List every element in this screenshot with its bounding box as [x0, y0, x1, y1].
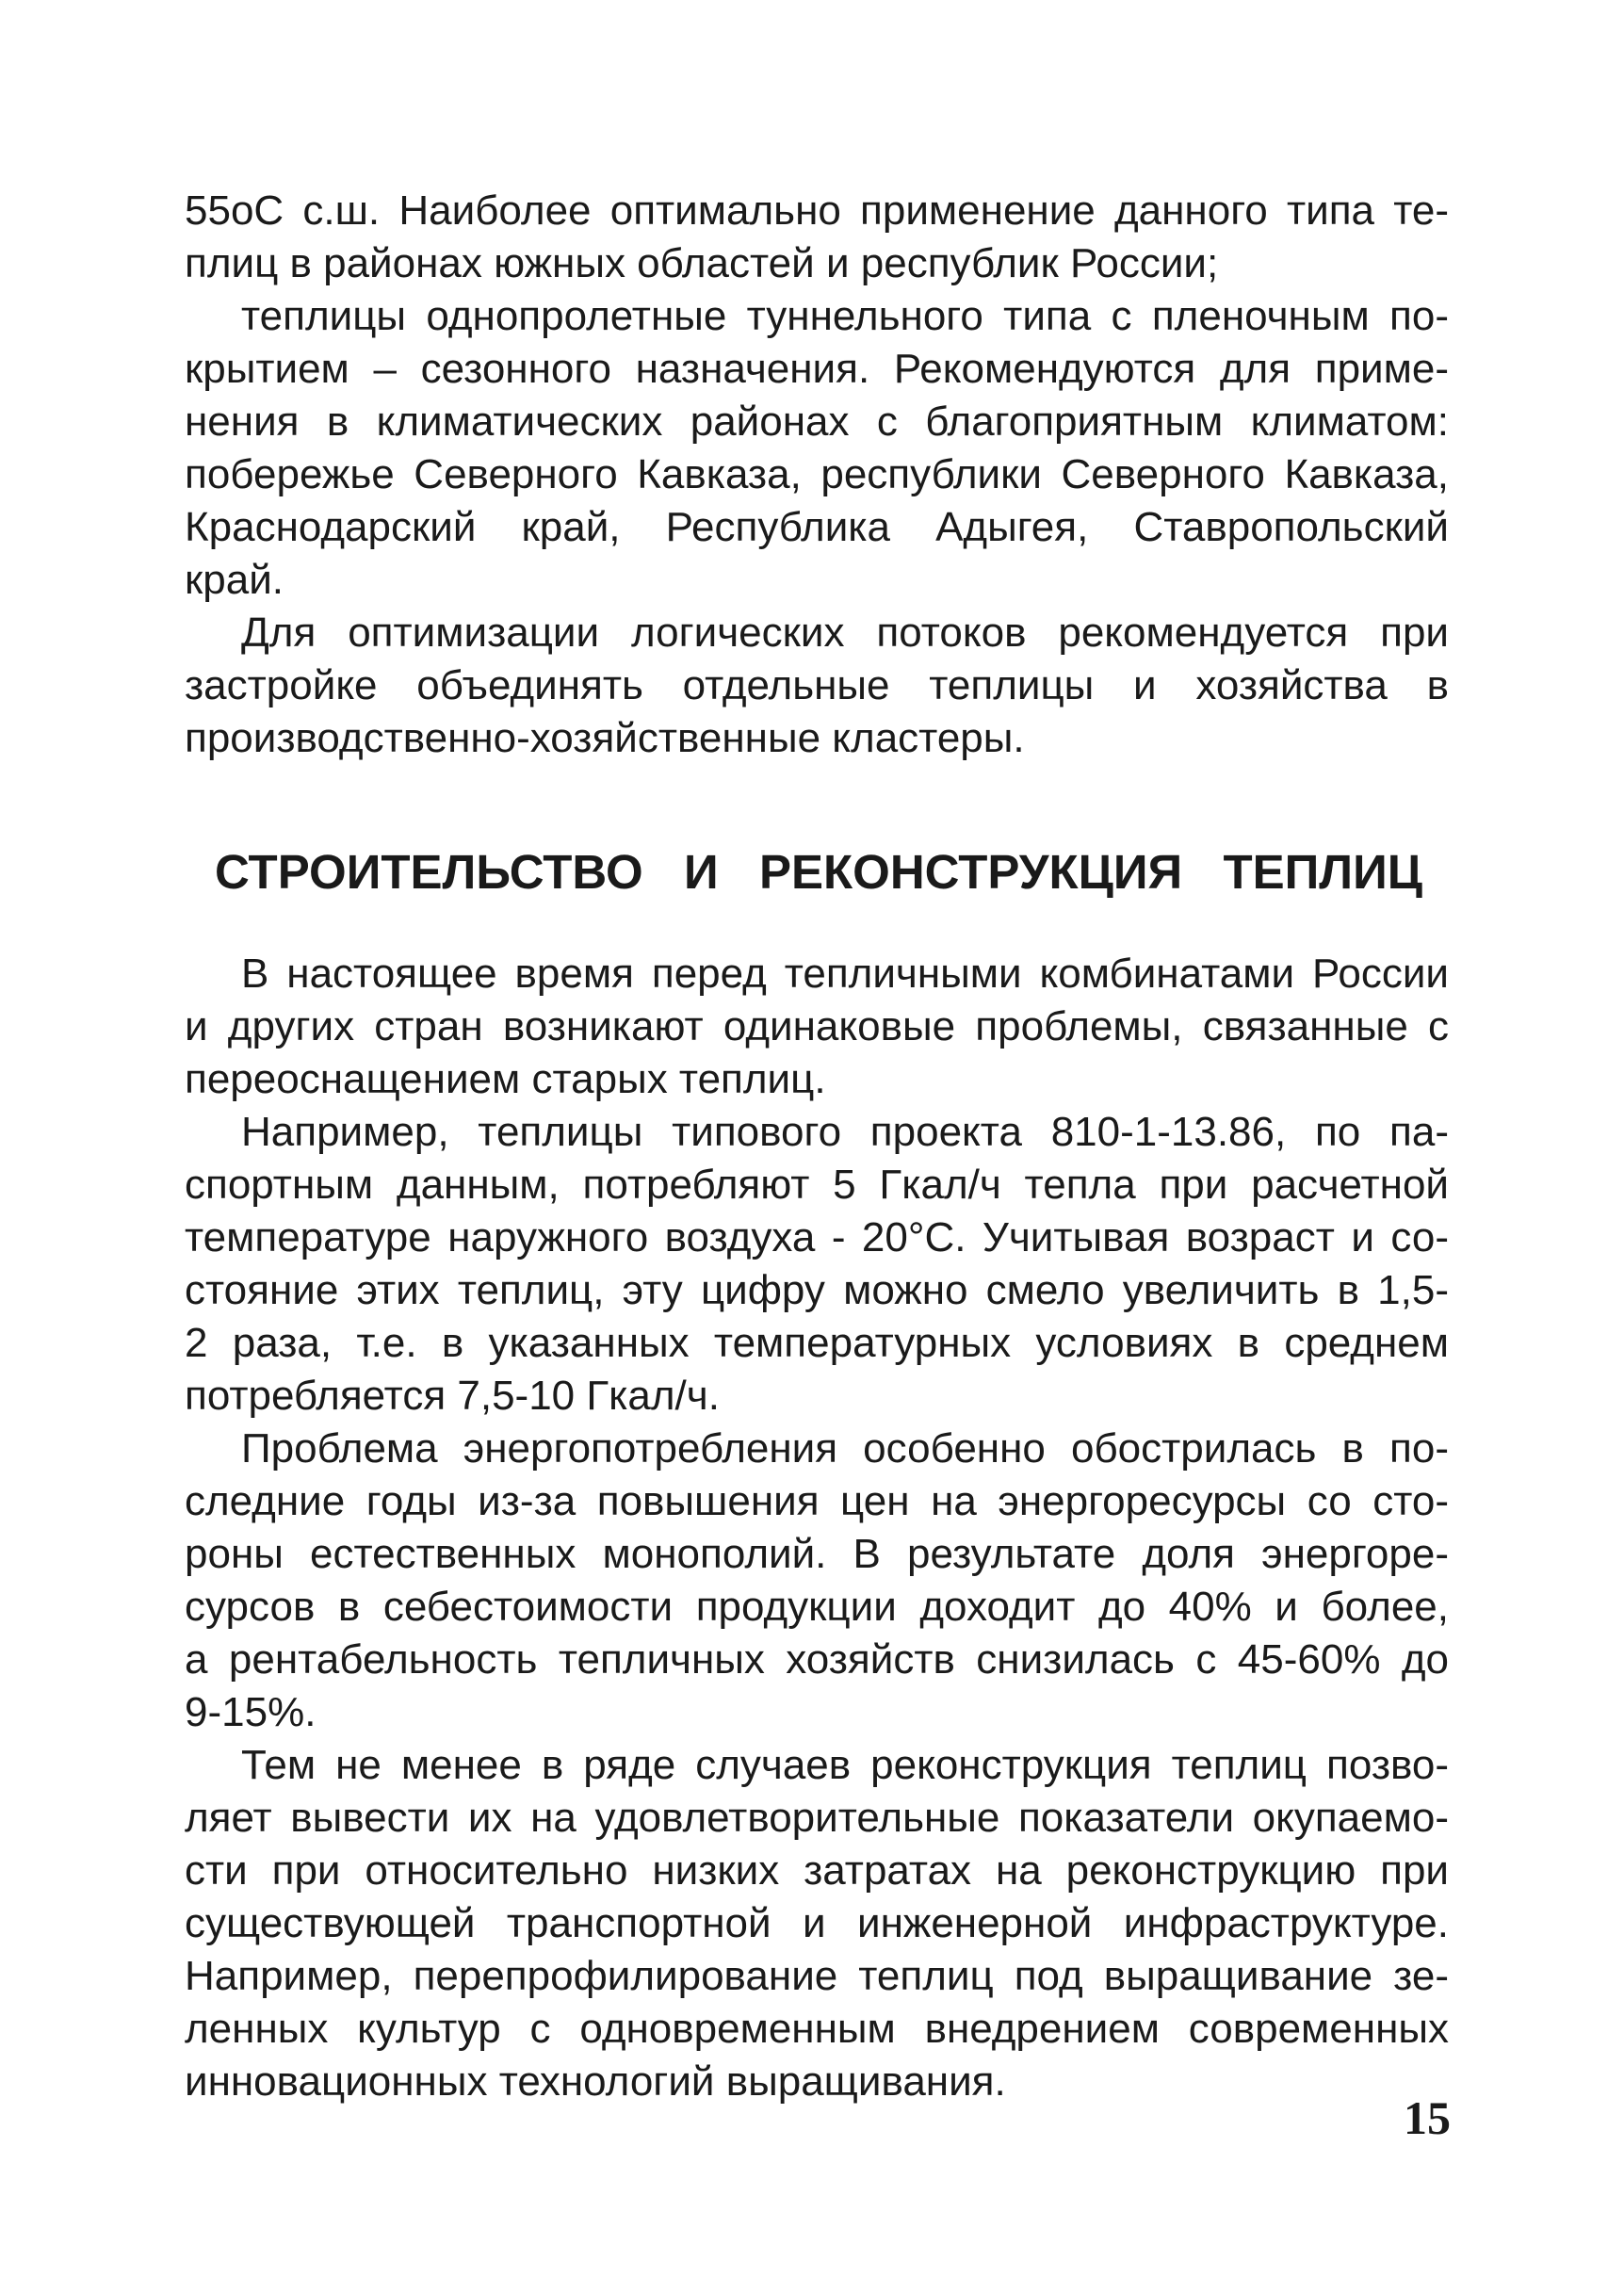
text-line: 9-15%. — [185, 1689, 317, 1735]
text-line: теплицы однопролетные туннельного типа с пленочным по- — [241, 293, 1449, 339]
text-line: роны естественных монополий. В результате доля энергоре- — [185, 1531, 1449, 1577]
text-line: Тем не менее в ряде случаев реконструкция теплиц позво- — [241, 1742, 1449, 1788]
body-text-block — [185, 948, 1449, 2108]
text-line: Краснодарский край, Республика Адыгея, Ставропольский — [185, 504, 1449, 550]
text-line: и других стран возникают одинаковые проблемы, связанные с — [185, 1003, 1449, 1049]
text-line: В настоящее время перед тепличными комбинатами России — [241, 951, 1449, 997]
text-line: существующей транспортной и инженерной инфраструктуре. — [185, 1900, 1449, 1946]
text-line: сурсов в себестоимости продукции доходит до 40% и более, — [185, 1584, 1449, 1630]
intro-text-block — [185, 185, 1449, 765]
section-heading: СТРОИТЕЛЬСТВО И РЕКОНСТРУКЦИЯ ТЕПЛИЦ — [215, 845, 1422, 899]
text-line: Например, перепрофилирование теплиц под выращивание зе- — [185, 1953, 1449, 1999]
text-line: плиц в районах южных областей и республик России; — [185, 240, 1219, 286]
text-line: а рентабельность тепличных хозяйств снизилась с 45-60% до — [185, 1636, 1449, 1683]
text-line: Например, теплицы типового проекта 810-1-13.86, по па- — [241, 1109, 1449, 1155]
text-line: ленных культур с одновременным внедрением современных — [185, 2006, 1449, 2052]
text-line: 55оС с.ш. Наиболее оптимально применение данного типа те- — [185, 187, 1449, 234]
text-line: 2 раза, т.е. в указанных температурных условиях в среднем — [185, 1320, 1449, 1366]
text-line: крытием – сезонного назначения. Рекомендуются для приме- — [185, 346, 1449, 392]
text-line: ляет вывести их на удовлетворительные показатели окупаемо- — [185, 1795, 1449, 1841]
text-line: нения в климатических районах с благоприятным климатом: — [185, 398, 1449, 445]
text-line: производственно-хозяйственные кластеры. — [185, 715, 1025, 761]
text-line: потребляется 7,5-10 Гкал/ч. — [185, 1373, 720, 1419]
text-line: переоснащением старых теплиц. — [185, 1056, 826, 1102]
text-line: Проблема энергопотребления особенно обострилась в по- — [241, 1425, 1449, 1472]
text-line: следние годы из-за повышения цен на энергоресурсы со сто- — [185, 1478, 1449, 1524]
text-line: спортным данным, потребляют 5 Гкал/ч тепла при расчетной — [185, 1162, 1449, 1208]
text-line: край. — [185, 557, 284, 603]
text-line: температуре наружного воздуха - 20°С. Учитывая возраст и со- — [185, 1214, 1449, 1260]
text-line: инновационных технологий выращивания. — [185, 2058, 1006, 2105]
text-line: сти при относительно низких затратах на реконструкцию при — [185, 1847, 1449, 1894]
page-number: 15 — [1404, 2091, 1451, 2144]
text-line: застройке объединять отдельные теплицы и хозяйства в — [185, 662, 1449, 708]
text-line: побережье Северного Кавказа, республики Северного Кавказа, — [185, 451, 1449, 497]
text-line: стояние этих теплиц, эту цифру можно смело увеличить в 1,5- — [185, 1267, 1449, 1313]
text-line: Для оптимизации логических потоков рекомендуется при — [241, 610, 1449, 656]
